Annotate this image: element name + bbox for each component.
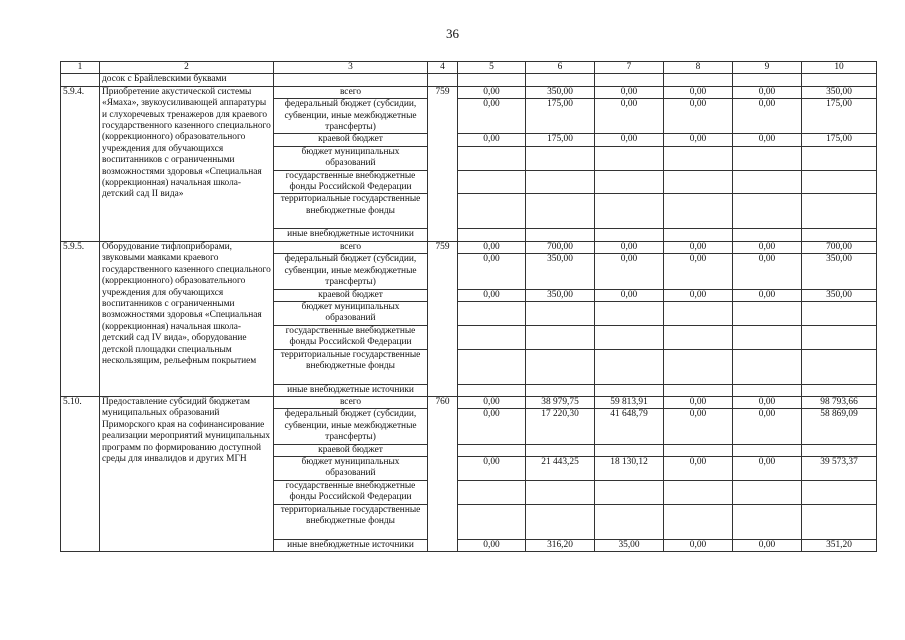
value-cell xyxy=(526,384,595,396)
funding-source: территориальные государственные внебюджетные фонды xyxy=(274,349,428,384)
funding-source: государственные внебюджетные фонды Российской Федерации xyxy=(274,480,428,504)
value-cell: 0,00 xyxy=(595,134,664,146)
value-cell xyxy=(458,480,526,504)
value-cell: 350,00 xyxy=(802,289,877,301)
value-cell xyxy=(733,170,802,194)
section-name: Оборудование тифлоприборами, звуковыми маяками краевого государственного казенного специального (коррекционного) образовательного учреждения для обучающихся воспитанников с ограниченными возможностями здоровья «Специальная (коррекционная) начальная школа-детский сад IV вида», оборудование детской площадки специальным нескользящим, рельефным покрытием xyxy=(100,241,274,396)
value-cell xyxy=(664,146,733,170)
value-cell: 0,00 xyxy=(664,396,733,408)
value-cell: 175,00 xyxy=(802,134,877,146)
cell-empty xyxy=(802,74,877,86)
section-code: 759 xyxy=(428,241,458,396)
value-cell: 0,00 xyxy=(458,539,526,551)
value-cell: 18 130,12 xyxy=(595,456,664,480)
value-cell xyxy=(802,349,877,384)
section-name: Предоставление субсидий бюджетам муниципальных образований Приморского края на софинансирование реализации мероприятий муниципальных программ по формированию доступной среды для инвалидов и других МГН xyxy=(100,396,274,551)
value-cell: 0,00 xyxy=(458,134,526,146)
section-code: 760 xyxy=(428,396,458,551)
value-cell: 0,00 xyxy=(733,99,802,134)
page-number: 36 xyxy=(446,26,459,41)
header-row xyxy=(61,62,877,74)
value-cell: 41 648,79 xyxy=(595,409,664,444)
value-cell: 0,00 xyxy=(664,409,733,444)
value-cell: 0,00 xyxy=(664,99,733,134)
value-cell xyxy=(664,194,733,229)
funding-source: краевой бюджет xyxy=(274,134,428,146)
section-code: 759 xyxy=(428,86,458,241)
value-cell: 0,00 xyxy=(595,241,664,253)
value-cell xyxy=(802,170,877,194)
cell-num xyxy=(61,74,100,86)
value-cell: 35,00 xyxy=(595,539,664,551)
value-cell xyxy=(664,301,733,325)
value-cell xyxy=(458,504,526,539)
value-cell: 350,00 xyxy=(526,289,595,301)
value-cell xyxy=(664,480,733,504)
value-cell xyxy=(526,480,595,504)
value-cell xyxy=(595,349,664,384)
value-cell xyxy=(733,444,802,456)
value-cell xyxy=(802,325,877,349)
funding-source: федеральный бюджет (субсидии, субвенции, иные межбюджетные трансферты) xyxy=(274,409,428,444)
value-cell xyxy=(595,384,664,396)
value-cell: 0,00 xyxy=(458,456,526,480)
value-cell xyxy=(664,349,733,384)
value-cell xyxy=(802,444,877,456)
value-cell xyxy=(733,349,802,384)
value-cell: 0,00 xyxy=(664,134,733,146)
value-cell xyxy=(526,170,595,194)
value-cell xyxy=(733,301,802,325)
value-cell xyxy=(526,504,595,539)
funding-source: всего xyxy=(274,86,428,98)
value-cell: 0,00 xyxy=(664,456,733,480)
value-cell: 21 443,25 xyxy=(526,456,595,480)
section-number: 5.10. xyxy=(61,396,100,551)
continuation-row xyxy=(61,74,877,86)
value-cell xyxy=(664,170,733,194)
table-row xyxy=(61,241,877,253)
value-cell: 0,00 xyxy=(733,134,802,146)
value-cell: 17 220,30 xyxy=(526,409,595,444)
value-cell xyxy=(733,480,802,504)
value-cell xyxy=(526,229,595,241)
value-cell xyxy=(458,170,526,194)
value-cell: 0,00 xyxy=(733,396,802,408)
funding-source: краевой бюджет xyxy=(274,289,428,301)
value-cell xyxy=(595,229,664,241)
value-cell: 0,00 xyxy=(733,241,802,253)
value-cell xyxy=(664,229,733,241)
cell-empty xyxy=(733,74,802,86)
value-cell: 0,00 xyxy=(595,99,664,134)
value-cell: 0,00 xyxy=(733,456,802,480)
value-cell: 0,00 xyxy=(733,539,802,551)
column-header: 8 xyxy=(664,62,733,74)
value-cell: 0,00 xyxy=(458,86,526,98)
funding-source: государственные внебюджетные фонды Российской Федерации xyxy=(274,325,428,349)
value-cell: 350,00 xyxy=(526,254,595,289)
cell-empty xyxy=(595,74,664,86)
value-cell: 0,00 xyxy=(664,539,733,551)
value-cell: 0,00 xyxy=(733,254,802,289)
column-header: 2 xyxy=(100,62,274,74)
value-cell: 0,00 xyxy=(458,99,526,134)
cell-empty xyxy=(526,74,595,86)
column-header: 6 xyxy=(526,62,595,74)
funding-source: иные внебюджетные источники xyxy=(274,384,428,396)
funding-source: бюджет муниципальных образований xyxy=(274,301,428,325)
value-cell: 0,00 xyxy=(458,241,526,253)
funding-source: всего xyxy=(274,241,428,253)
funding-source: территориальные государственные внебюджетные фонды xyxy=(274,504,428,539)
value-cell xyxy=(733,504,802,539)
value-cell: 351,20 xyxy=(802,539,877,551)
value-cell xyxy=(733,146,802,170)
value-cell: 0,00 xyxy=(595,289,664,301)
column-header: 3 xyxy=(274,62,428,74)
value-cell xyxy=(526,146,595,170)
value-cell: 0,00 xyxy=(733,409,802,444)
value-cell: 175,00 xyxy=(802,99,877,134)
funding-source: краевой бюджет xyxy=(274,444,428,456)
value-cell: 350,00 xyxy=(802,254,877,289)
value-cell xyxy=(526,349,595,384)
value-cell xyxy=(526,194,595,229)
value-cell xyxy=(526,325,595,349)
value-cell xyxy=(458,301,526,325)
continuation-text: досок с Брайлевскими буквами xyxy=(100,74,274,86)
value-cell xyxy=(802,301,877,325)
value-cell xyxy=(802,229,877,241)
value-cell xyxy=(802,146,877,170)
table-row xyxy=(61,396,877,408)
value-cell xyxy=(595,301,664,325)
value-cell: 98 793,66 xyxy=(802,396,877,408)
value-cell: 700,00 xyxy=(802,241,877,253)
value-cell xyxy=(595,504,664,539)
value-cell xyxy=(595,480,664,504)
value-cell: 38 979,75 xyxy=(526,396,595,408)
value-cell: 350,00 xyxy=(526,86,595,98)
cell-empty xyxy=(428,74,458,86)
funding-source: иные внебюджетные источники xyxy=(274,539,428,551)
value-cell xyxy=(458,229,526,241)
funding-source: федеральный бюджет (субсидии, субвенции, иные межбюджетные трансферты) xyxy=(274,254,428,289)
cell-empty xyxy=(664,74,733,86)
value-cell: 0,00 xyxy=(458,396,526,408)
value-cell: 700,00 xyxy=(526,241,595,253)
funding-source: бюджет муниципальных образований xyxy=(274,146,428,170)
value-cell xyxy=(664,444,733,456)
value-cell: 0,00 xyxy=(664,254,733,289)
value-cell xyxy=(458,325,526,349)
value-cell xyxy=(458,384,526,396)
value-cell xyxy=(664,504,733,539)
value-cell xyxy=(526,444,595,456)
column-header: 7 xyxy=(595,62,664,74)
section-name: Приобретение акустической системы «Ямаха», звукоусиливающей аппаратуры и слухоречевых тренажеров для краевого государственного казенного специального (коррекционного) образовательного учреждения для обучающихся воспитанников с ограниченными возможностями здоровья «Специальная (коррекционная) начальная школа-детский сад II вида» xyxy=(100,86,274,241)
value-cell xyxy=(802,480,877,504)
value-cell: 175,00 xyxy=(526,134,595,146)
value-cell xyxy=(595,146,664,170)
value-cell xyxy=(595,170,664,194)
column-header: 4 xyxy=(428,62,458,74)
cell-empty xyxy=(458,74,526,86)
value-cell xyxy=(458,194,526,229)
funding-source: федеральный бюджет (субсидии, субвенции, иные межбюджетные трансферты) xyxy=(274,99,428,134)
cell-empty xyxy=(274,74,428,86)
value-cell: 0,00 xyxy=(458,289,526,301)
value-cell xyxy=(458,146,526,170)
value-cell: 350,00 xyxy=(802,86,877,98)
value-cell xyxy=(595,194,664,229)
value-cell xyxy=(802,504,877,539)
value-cell xyxy=(664,384,733,396)
funding-source: бюджет муниципальных образований xyxy=(274,456,428,480)
value-cell xyxy=(458,349,526,384)
value-cell xyxy=(664,325,733,349)
column-header: 9 xyxy=(733,62,802,74)
value-cell xyxy=(802,384,877,396)
value-cell: 175,00 xyxy=(526,99,595,134)
value-cell: 0,00 xyxy=(733,289,802,301)
column-header: 1 xyxy=(61,62,100,74)
value-cell xyxy=(733,384,802,396)
value-cell: 0,00 xyxy=(664,241,733,253)
value-cell: 0,00 xyxy=(458,409,526,444)
value-cell: 0,00 xyxy=(595,86,664,98)
value-cell: 0,00 xyxy=(733,86,802,98)
value-cell xyxy=(595,444,664,456)
value-cell: 0,00 xyxy=(595,254,664,289)
value-cell xyxy=(733,194,802,229)
funding-source: иные внебюджетные источники xyxy=(274,229,428,241)
section-number: 5.9.5. xyxy=(61,241,100,396)
value-cell: 59 813,91 xyxy=(595,396,664,408)
value-cell: 316,20 xyxy=(526,539,595,551)
column-header: 5 xyxy=(458,62,526,74)
table-row xyxy=(61,86,877,98)
value-cell: 58 869,09 xyxy=(802,409,877,444)
value-cell: 0,00 xyxy=(664,289,733,301)
funding-source: всего xyxy=(274,396,428,408)
budget-table xyxy=(60,61,877,552)
funding-source: государственные внебюджетные фонды Российской Федерации xyxy=(274,170,428,194)
value-cell xyxy=(733,325,802,349)
value-cell xyxy=(526,301,595,325)
value-cell xyxy=(802,194,877,229)
value-cell: 39 573,37 xyxy=(802,456,877,480)
value-cell xyxy=(458,444,526,456)
section-number: 5.9.4. xyxy=(61,86,100,241)
funding-source: территориальные государственные внебюджетные фонды xyxy=(274,194,428,229)
value-cell: 0,00 xyxy=(664,86,733,98)
value-cell xyxy=(733,229,802,241)
value-cell: 0,00 xyxy=(458,254,526,289)
value-cell xyxy=(595,325,664,349)
column-header: 10 xyxy=(802,62,877,74)
